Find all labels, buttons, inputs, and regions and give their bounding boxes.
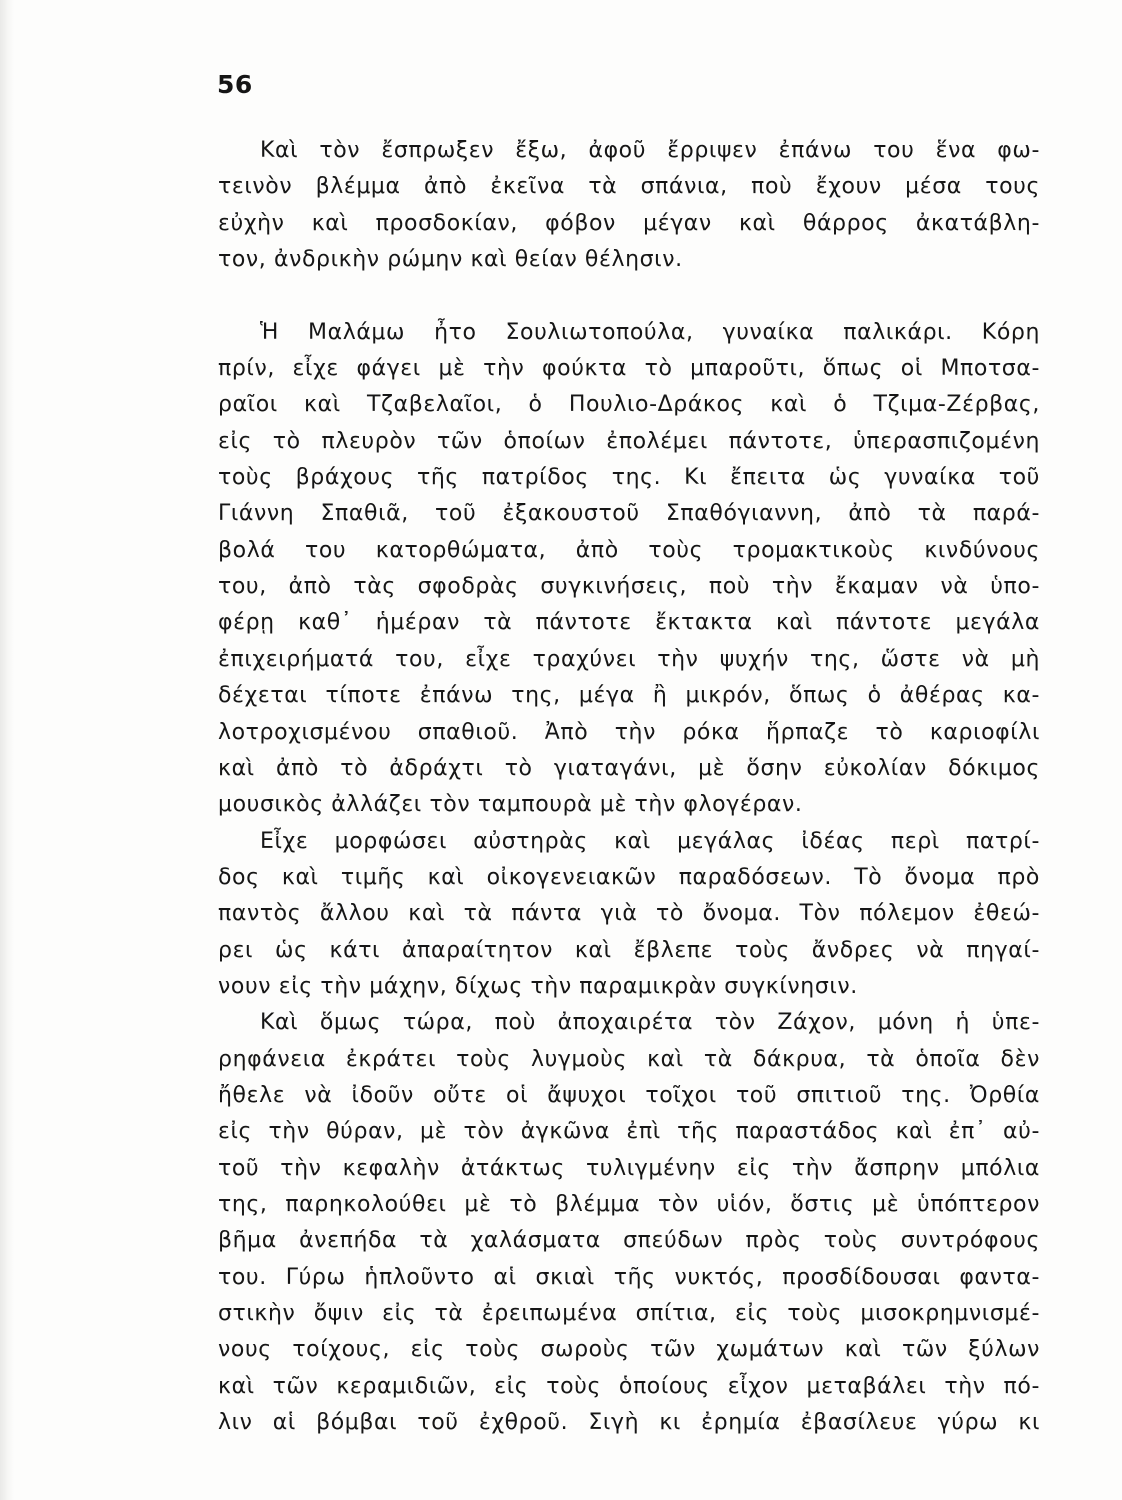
text-line: καὶ τῶν κεραμιδιῶν, εἰς τοὺς ὁποίους εἶχον μεταβάλει τὴν πό- xyxy=(218,1373,1040,1399)
text-line: τον, ἀνδρικὴν ρώμην καὶ θείαν θέλησιν. xyxy=(218,247,683,273)
text-line: νους τοίχους, εἰς τοὺς σωροὺς τῶν χωμάτων καὶ τῶν ξύλων xyxy=(218,1337,1040,1363)
text-line: της, παρηκολούθει μὲ τὸ βλέμμα τὸν υἱόν, ὅστις μὲ ὑπόπτερον xyxy=(218,1191,1040,1217)
text-line: τοὺς βράχους τῆς πατρίδος της. Κι ἔπειτα ὡς γυναίκα τοῦ xyxy=(218,465,1040,491)
text-line: λοτροχισμένου σπαθιοῦ. Ἀπὸ τὴν ρόκα ἥρπαζε τὸ καριοφίλι xyxy=(218,719,1040,745)
text-line: Καὶ ὅμως τώρα, ποὺ ἀποχαιρέτα τὸν Ζάχον, μόνη ἡ ὑπε- xyxy=(260,1010,1040,1036)
paragraph-1 xyxy=(218,133,1040,278)
text-line: φέρῃ καθ᾽ ἡμέραν τὰ πάντοτε ἔκτακτα καὶ πάντοτε μεγάλα xyxy=(218,610,1040,636)
body-text xyxy=(218,133,1040,1441)
text-line: Ἡ Μαλάμω ἦτο Σουλιωτοπούλα, γυναίκα παλικάρι. Κόρη xyxy=(260,319,1040,345)
text-line: καὶ ἀπὸ τὸ ἀδράχτι τὸ γιαταγάνι, μὲ ὅσην εὐκολίαν δόκιμος xyxy=(218,755,1040,781)
text-line: Καὶ τὸν ἔσπρωξεν ἔξω, ἀφοῦ ἔρριψεν ἐπάνω του ἕνα φω- xyxy=(260,138,1040,163)
text-line: ραῖοι καὶ Τζαβελαῖοι, ὁ Πουλιο-Δράκος καὶ ὁ Τζιμα-Ζέρβας, xyxy=(218,392,1040,418)
text-line: βῆμα ἀνεπήδα τὰ χαλάσματα σπεύδων πρὸς τοὺς συντρόφους xyxy=(218,1228,1040,1254)
paragraph-4 xyxy=(218,1005,1040,1441)
paragraph-3 xyxy=(218,824,1040,1006)
text-line: του. Γύρω ἡπλοῦντο αἱ σκιαὶ τῆς νυκτός, προσδίδουσαι φαντα- xyxy=(218,1264,1040,1290)
text-line: εὐχὴν καὶ προσδοκίαν, φόβον μέγαν καὶ θάρρος ἀκατάβλη- xyxy=(218,210,1040,236)
text-line: δέχεται τίποτε ἐπάνω της, μέγα ἢ μικρόν, ὅπως ὁ ἀθέρας κα- xyxy=(218,683,1040,709)
text-line: ρει ὡς κάτι ἀπαραίτητον καὶ ἔβλεπε τοὺς ἄνδρες νὰ πηγαί- xyxy=(218,937,1040,963)
page-edge-shadow xyxy=(0,0,14,1500)
paragraph-gap xyxy=(218,278,1040,314)
text-line: μουσικὸς ἀλλάζει τὸν ταμπουρὰ μὲ τὴν φλογέραν. xyxy=(218,792,803,818)
page-number: 56 xyxy=(217,70,253,99)
text-line: δος καὶ τιμῆς καὶ οἰκογενειακῶν παραδόσεων. Τὸ ὄνομα πρὸ xyxy=(218,864,1040,890)
text-line: πρίν, εἶχε φάγει μὲ τὴν φούκτα τὸ μπαροῦτι, ὅπως οἱ Μποτσα- xyxy=(218,356,1040,382)
text-line: Εἶχε μορφώσει αὐστηρὰς καὶ μεγάλας ἰδέας περὶ πατρί- xyxy=(260,828,1040,854)
text-line: ἐπιχειρήματά του, εἶχε τραχύνει τὴν ψυχήν της, ὥστε νὰ μὴ xyxy=(218,646,1040,672)
text-line: εἰς τὸ πλευρὸν τῶν ὁποίων ἐπολέμει πάντοτε, ὑπερασπιζομένη xyxy=(218,428,1040,454)
text-line: τεινὸν βλέμμα ἀπὸ ἐκεῖνα τὰ σπάνια, ποὺ ἔχουν μέσα τους xyxy=(218,174,1040,200)
text-line: Γιάννη Σπαθιᾶ, τοῦ ἐξακουστοῦ Σπαθόγιαννη, ἀπὸ τὰ παρά- xyxy=(218,501,1040,527)
text-line: βολά του κατορθώματα, ἀπὸ τοὺς τρομακτικοὺς κινδύνους xyxy=(218,537,1040,563)
text-line: του, ἀπὸ τὰς σφοδρὰς συγκινήσεις, ποὺ τὴν ἔκαμαν νὰ ὑπο- xyxy=(218,574,1040,600)
text-line: λιν αἱ βόμβαι τοῦ ἐχθροῦ. Σιγὴ κι ἐρημία ἐβασίλευε γύρω κι xyxy=(218,1410,1040,1436)
text-line: νουν εἰς τὴν μάχην, δίχως τὴν παραμικρὰν συγκίνησιν. xyxy=(218,973,858,999)
text-line: ρηφάνεια ἐκράτει τοὺς λυγμοὺς καὶ τὰ δάκρυα, τὰ ὁποῖα δὲν xyxy=(218,1046,1040,1072)
text-line: εἰς τὴν θύραν, μὲ τὸν ἀγκῶνα ἐπὶ τῆς παραστάδος καὶ ἐπ᾽ αὐ- xyxy=(218,1119,1040,1145)
text-line: ἤθελε νὰ ἰδοῦν οὔτε οἱ ἄψυχοι τοῖχοι τοῦ σπιτιοῦ της. Ὀρθία xyxy=(218,1082,1040,1108)
text-line: τοῦ τὴν κεφαλὴν ἀτάκτως τυλιγμένην εἰς τὴν ἄσπρην μπόλια xyxy=(218,1155,1040,1181)
paragraph-2 xyxy=(218,315,1040,824)
text-line: παντὸς ἄλλου καὶ τὰ πάντα γιὰ τὸ ὄνομα. Τὸν πόλεμον ἐθεώ- xyxy=(218,901,1040,927)
text-line: στικὴν ὄψιν εἰς τὰ ἐρειπωμένα σπίτια, εἰς τοὺς μισοκρημνισμέ- xyxy=(218,1301,1040,1326)
